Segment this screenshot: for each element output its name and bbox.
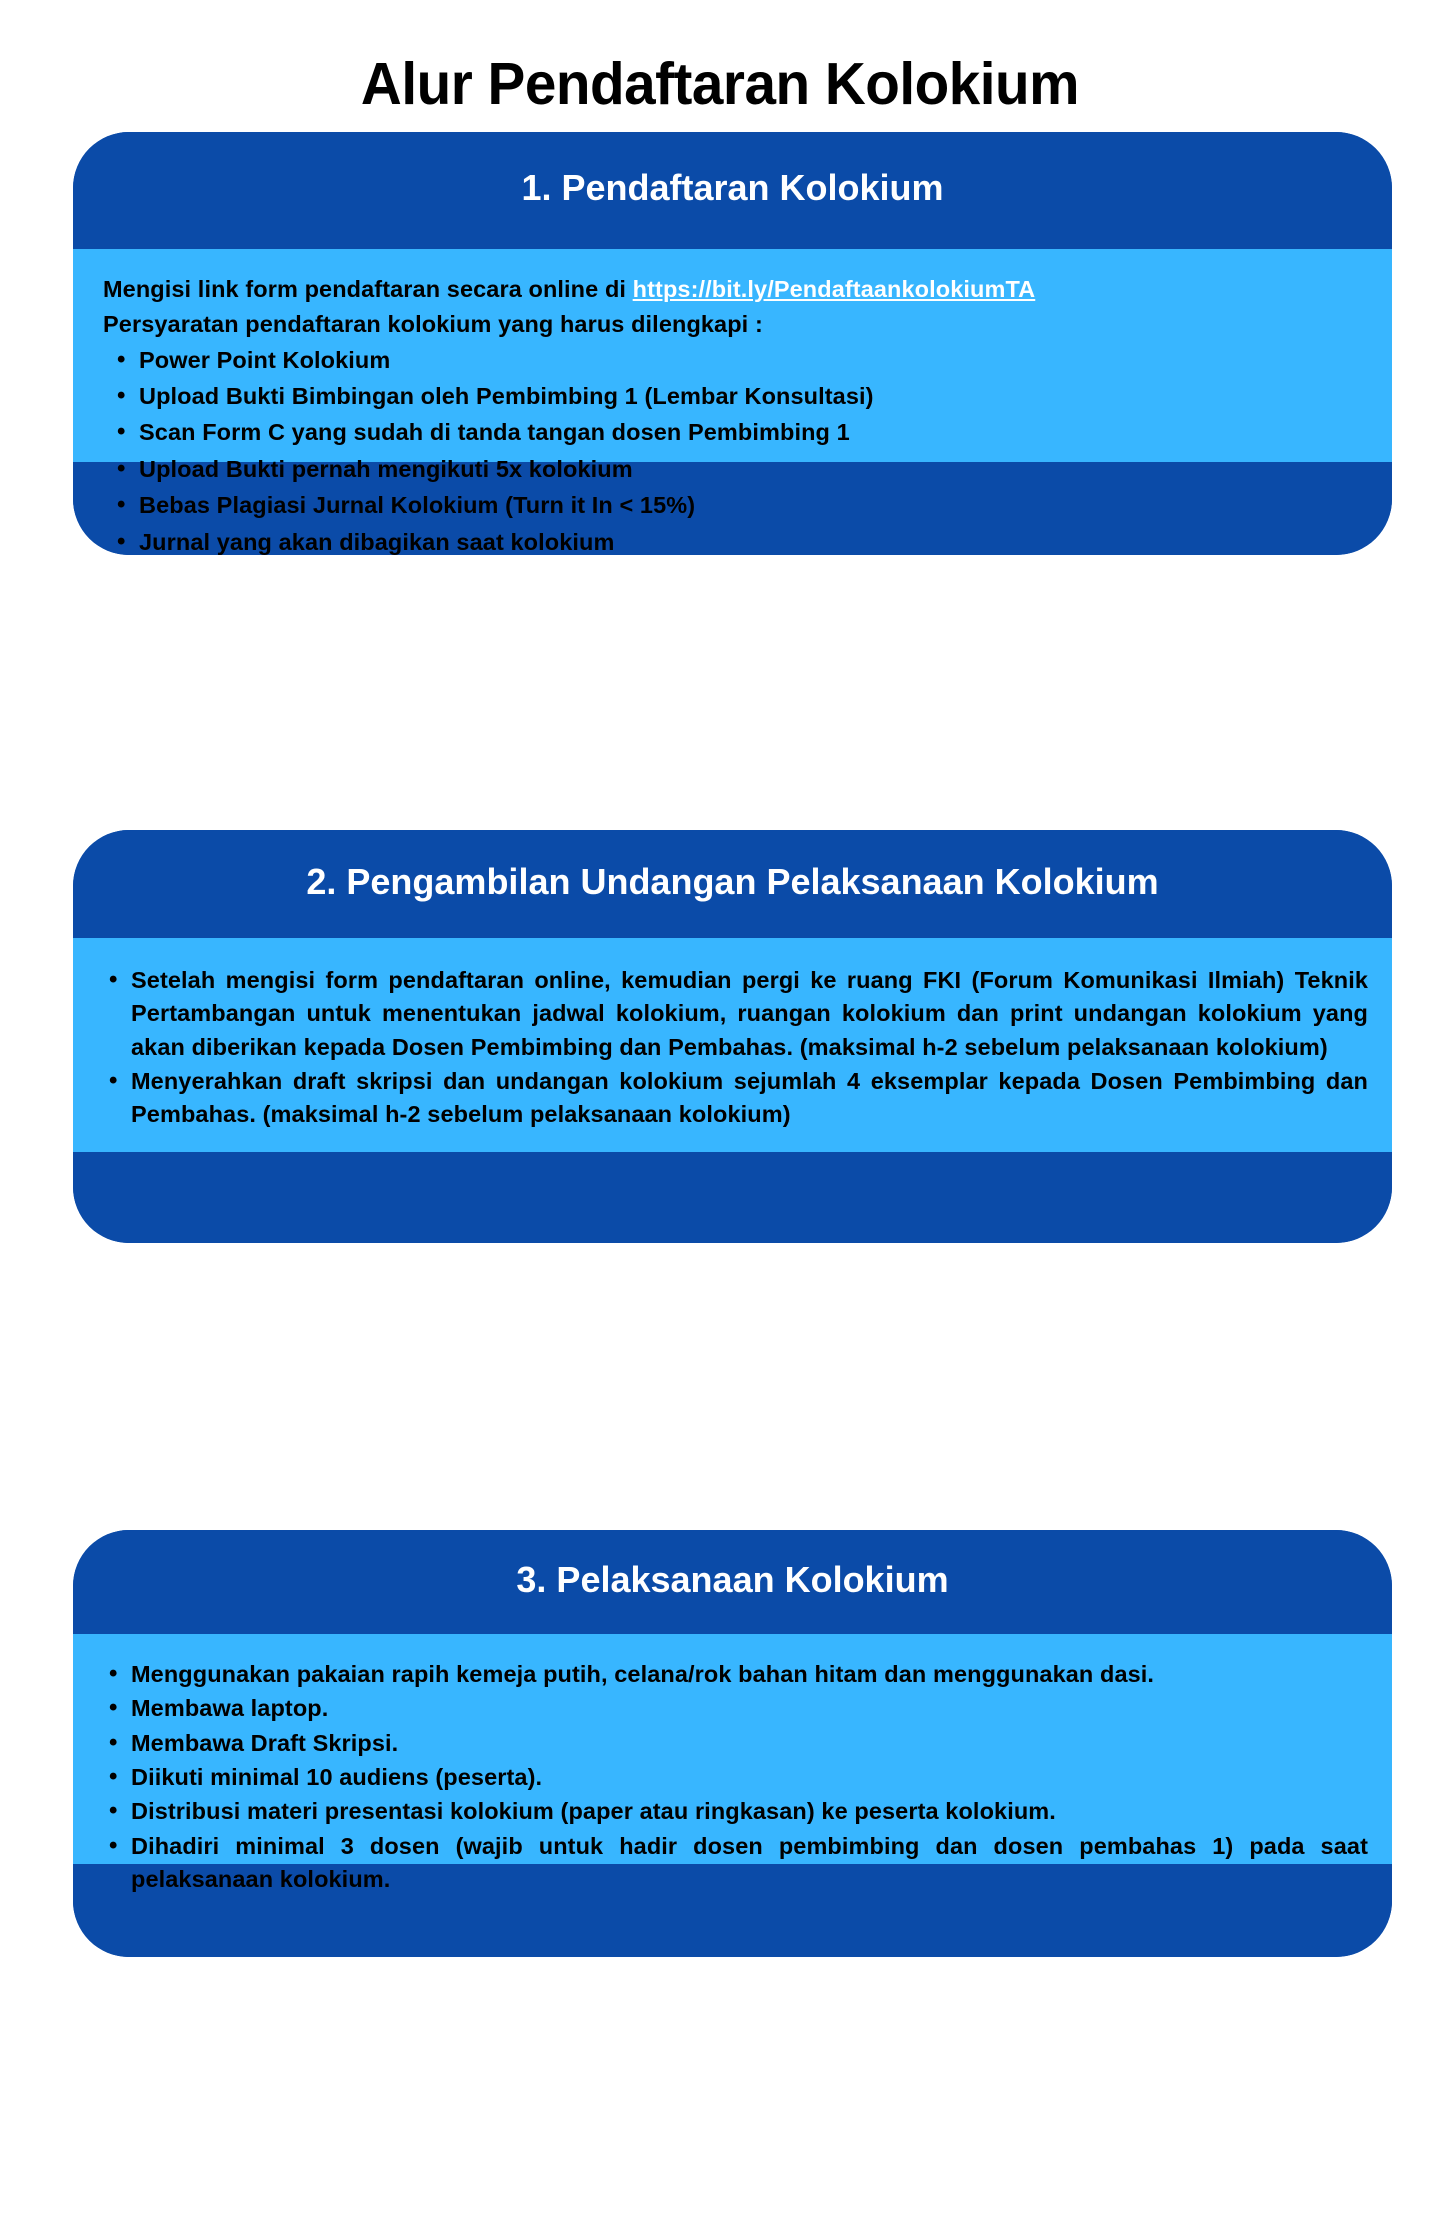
list-item: • Upload Bukti pernah mengikuti 5x kolokium	[99, 453, 1366, 486]
step-card-2	[73, 830, 1392, 1243]
step-2-footer-bar	[73, 1152, 1392, 1243]
list-item-text: • Setelah mengisi form pendaftaran online, kemudian pergi ke ruang FKI (Forum Komunikasi Ilmiah) Teknik Pertambangan untuk menentukan jadwal kolokium, ruangan kolokium dan print undangan kolokium yang akan diberikan kepada Dosen Pembimbing dan Pembahas. (maksimal h-2 sebelum pelaksanaan kolokium)	[131, 967, 1368, 1060]
list-item	[97, 964, 1368, 1064]
step-3-instructions-list	[97, 1658, 1368, 1897]
list-item	[97, 1761, 1368, 1794]
step-3-header-label: 3. Pelaksanaan Kolokium	[516, 1559, 949, 1601]
step-3-body	[73, 1634, 1392, 1893]
list-item: • Upload Bukti Bimbingan oleh Pembimbing 1 (Lembar Konsultasi)	[99, 380, 1366, 413]
step-1-lead-line	[103, 273, 1366, 306]
list-item: • Jurnal yang akan dibagikan saat kolokium	[99, 526, 1366, 555]
list-item: • Power Point Kolokium	[99, 344, 1366, 377]
list-item	[97, 1065, 1368, 1132]
step-2-body	[73, 938, 1392, 1152]
page-title: Alur Pendaftaran Kolokium	[360, 50, 1080, 117]
list-item	[97, 1830, 1368, 1897]
step-1-lead-second: Persyaratan pendaftaran kolokium yang harus dilengkapi :	[103, 311, 763, 338]
step-2-header-label: 2. Pengambilan Undangan Pelaksanaan Kolokium	[306, 861, 1159, 903]
list-item-text: • Diikuti minimal 10 audiens (peserta).	[131, 1764, 543, 1791]
list-item	[97, 1795, 1368, 1828]
list-item-text: • Dihadiri minimal 3 dosen (wajib untuk hadir dosen pembimbing dan dosen pembahas 1) pada saat pelaksanaan kolokium.	[131, 1832, 1368, 1893]
step-1-header-label: 1. Pendaftaran Kolokium	[521, 166, 944, 208]
list-item-text: • Membawa Draft Skripsi.	[131, 1729, 399, 1756]
step-1-lead-text: Mengisi link form pendaftaran secara online di	[103, 276, 633, 302]
list-item-text: • Menggunakan pakaian rapih kemeja putih, celana/rok bahan hitam dan menggunakan dasi.	[131, 1661, 1155, 1687]
step-2-instructions-list	[97, 964, 1368, 1132]
list-item	[97, 1727, 1368, 1760]
registration-form-link[interactable]: https://bit.ly/PendaftaankolokiumTA	[632, 276, 1036, 302]
step-3-header	[73, 1530, 1392, 1634]
list-item	[97, 1658, 1368, 1691]
step-1-body	[73, 249, 1392, 555]
step-card-1	[73, 132, 1392, 555]
list-item-text: • Membawa laptop.	[131, 1695, 329, 1722]
list-item: • Bebas Plagiasi Jurnal Kolokium (Turn it In < 15%)	[99, 489, 1366, 522]
list-item-text: • Distribusi materi presentasi kolokium (paper atau ringkasan) ke peserta kolokium.	[131, 1798, 1056, 1825]
list-item: • Scan Form C yang sudah di tanda tangan dosen Pembimbing 1	[99, 416, 1366, 449]
list-item	[97, 1692, 1368, 1725]
list-item-text: • Menyerahkan draft skripsi dan undangan kolokium sejumlah 4 eksemplar kepada Dosen Pembimbing dan Pembahas. (maksimal h-2 sebelum pelaksanaan kolokium)	[131, 1068, 1368, 1128]
step-2-header	[73, 830, 1392, 938]
step-1-header	[73, 132, 1392, 249]
step-card-3	[73, 1530, 1392, 1957]
